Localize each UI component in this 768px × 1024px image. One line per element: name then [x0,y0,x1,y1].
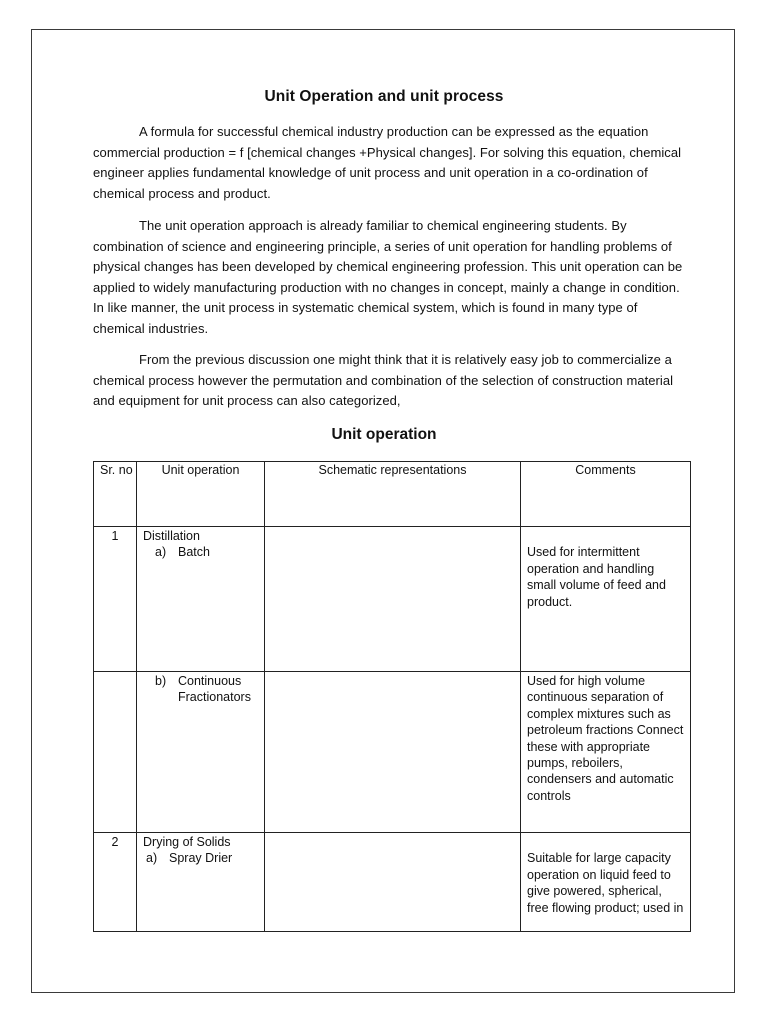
item-label: b) [155,674,167,688]
cell-comment [521,833,691,932]
group-label: Distillation [143,529,200,543]
table-row [94,527,691,672]
comment-text: Used for intermittent operation and handling small volume of feed and product. [527,545,666,609]
header-schematic: Schematic representations [265,462,521,527]
table-row [94,833,691,932]
cell-schematic [265,833,521,932]
paragraph-2: The unit operation approach is already familiar to chemical engineering students. By combination of science and engineering principle, a series of unit operation for handling problems of physical changes has been developed by chemical engineering profession. This unit operation can be applied to widely manufacturing production with no changes in concept, mainly a change in condition. In like manner, the unit process in systematic chemical system, which is found in many type of chemical industries. [93,218,683,336]
paragraph-3: From the previous discussion one might think that it is relatively easy job to commercialize a chemical process however the permutation and combination of the selection of construction material and equipment for unit process can also categorized, [93,352,674,409]
header-unit-operation: Unit operation [137,462,265,527]
cell-comment [521,527,691,672]
table-header-row [94,462,691,527]
cell-unit-operation [137,833,265,932]
cell-schematic [265,527,521,672]
header-comments: Comments [521,462,691,527]
comment-text: Suitable for large capacity operation on liquid feed to give powered, spherical, free flowing product; used in [527,851,684,915]
cell-sr [94,672,137,833]
item-name: Spray Drier [169,851,233,866]
cell-unit-operation [137,672,265,833]
table-row [94,672,691,833]
item-name: Continuous Fractionators [178,674,251,705]
unit-operation-table [93,461,691,932]
item-label: a) [146,851,158,866]
item-name: Batch [178,545,210,560]
item-label: a) [155,545,167,560]
paragraph-1: A formula for successful chemical industry production can be expressed as the equation commercial production = f [chemical changes +Physical changes]. For solving this equation, chemical engineer applies fundamental knowledge of unit process and unit operation in a co-ordination of chemical process and product. [93,124,682,201]
header-sr-no: Sr. no [94,462,137,527]
cell-unit-operation [137,527,265,672]
cell-comment: Used for high volume continuous separation of complex mixtures such as petroleum fractions Connect these with appropriate pumps, reboilers, condensers and automatic controls [521,672,691,833]
cell-sr: 1 [94,527,137,672]
group-label: Drying of Solids [143,835,231,849]
section-title: Unit operation [331,426,437,443]
cell-schematic [265,672,521,833]
document-title: Unit Operation and unit process [264,88,504,105]
cell-sr: 2 [94,833,137,932]
